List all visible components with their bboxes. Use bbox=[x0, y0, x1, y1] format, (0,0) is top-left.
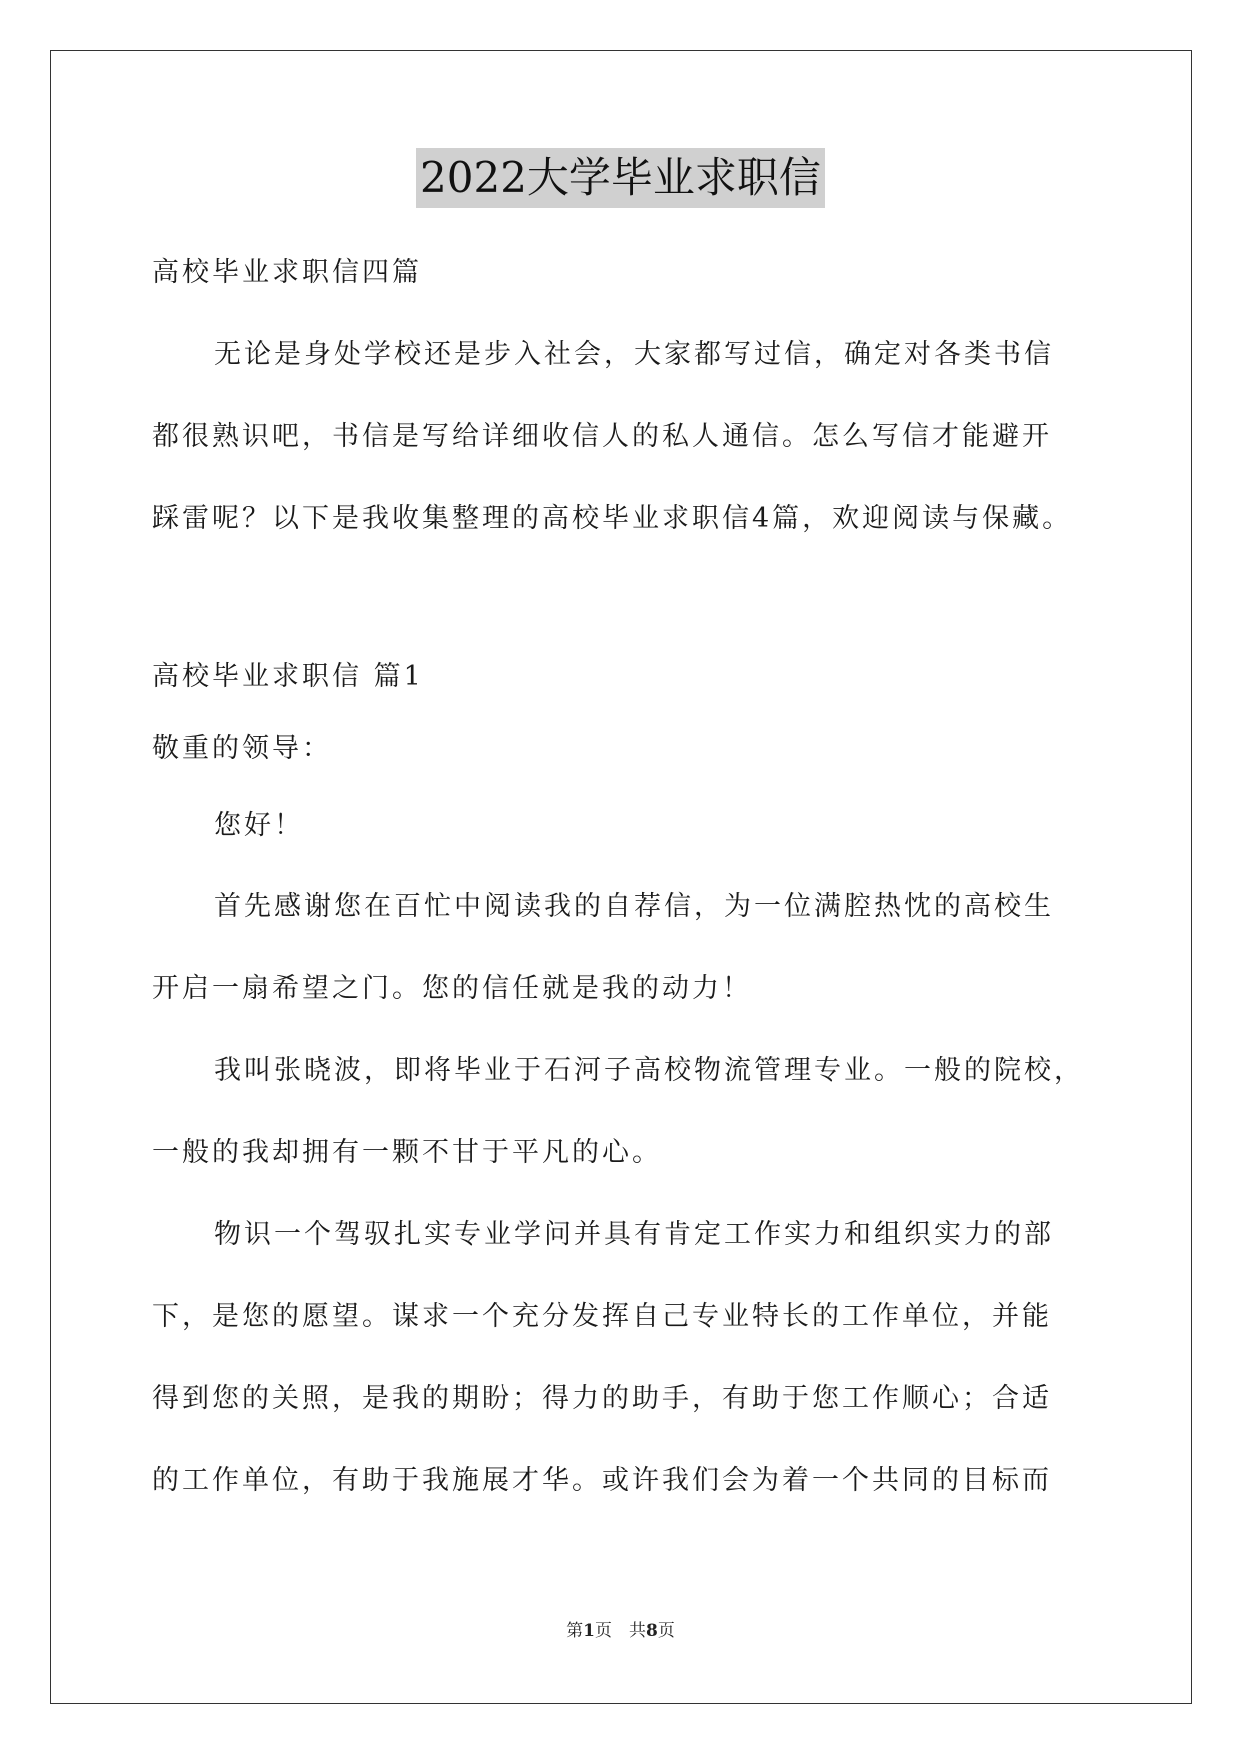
paragraph-gap bbox=[152, 560, 1092, 642]
footer-page-number: 1 bbox=[583, 1621, 595, 1641]
greeting-line: 您好！ bbox=[214, 810, 304, 841]
body-line-7: 得到您的关照，是我的期盼；得力的助手，有助于您工作顺心；合适 bbox=[152, 1383, 1052, 1414]
intro-line-2: 都很熟识吧，书信是写给详细收信人的私人通信。怎么写信才能避开 bbox=[152, 421, 1052, 452]
title-area bbox=[0, 148, 1241, 208]
subtitle-line: 高校毕业求职信四篇 bbox=[152, 257, 422, 288]
body-line-8: 的工作单位，有助于我施展才华。或许我们会为着一个共同的目标而 bbox=[152, 1465, 1052, 1496]
body-line-2: 开启一扇希望之门。您的信任就是我的动力！ bbox=[152, 973, 752, 1004]
intro-line-1: 无论是身处学校还是步入社会，大家都写过信，确定对各类书信 bbox=[214, 339, 1054, 370]
document-title: 2022大学毕业求职信 bbox=[416, 148, 825, 208]
body-line-1: 首先感谢您在百忙中阅读我的自荐信，为一位满腔热忱的高校生 bbox=[214, 891, 1054, 922]
intro-line-3: 踩雷呢？以下是我收集整理的高校毕业求职信4篇，欢迎阅读与保藏。 bbox=[152, 503, 1073, 534]
section-heading: 高校毕业求职信 篇1 bbox=[152, 661, 424, 692]
salutation-line: 敬重的领导： bbox=[152, 733, 332, 764]
footer-mid: 页 共 bbox=[595, 1621, 646, 1641]
body-line-6: 下，是您的愿望。谋求一个充分发挥自己专业特长的工作单位，并能 bbox=[152, 1301, 1052, 1332]
document-body bbox=[152, 232, 1092, 1522]
footer-suffix: 页 bbox=[657, 1621, 675, 1641]
body-line-3: 我叫张晓波，即将毕业于石河子高校物流管理专业。一般的院校， bbox=[214, 1055, 1084, 1086]
footer-total-pages: 8 bbox=[646, 1621, 658, 1641]
body-line-4: 一般的我却拥有一颗不甘于平凡的心。 bbox=[152, 1137, 662, 1168]
body-line-5: 物识一个驾驭扎实专业学问并具有肯定工作实力和组织实力的部 bbox=[214, 1219, 1054, 1250]
footer-prefix: 第 bbox=[566, 1621, 584, 1641]
page-footer bbox=[0, 1616, 1241, 1641]
